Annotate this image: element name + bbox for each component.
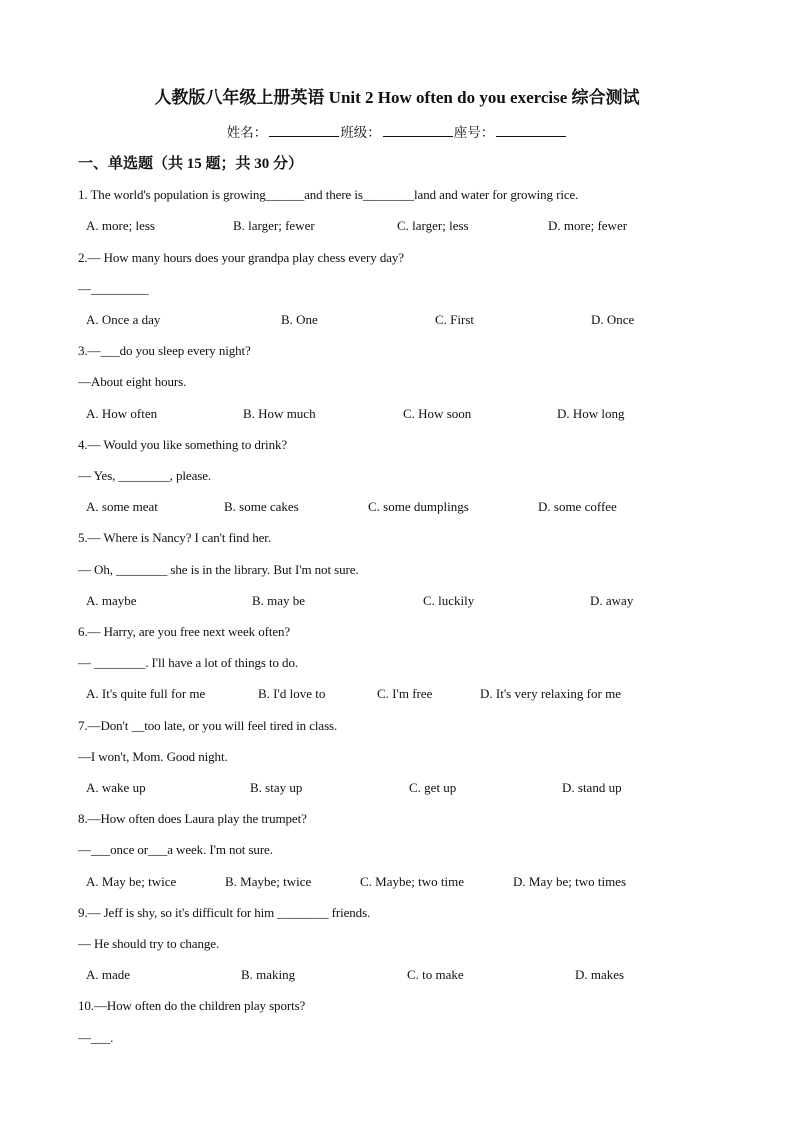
page-title: 人教版八年级上册英语 Unit 2 How often do you exercise 综合测试	[154, 88, 640, 107]
question-10-answer-line: —___.	[78, 1030, 114, 1045]
option-d[interactable]: D. away	[590, 593, 634, 608]
option-a[interactable]: A. maybe	[86, 593, 137, 608]
option-a[interactable]: A. made	[86, 967, 131, 982]
question-2-answer-line: —_________	[78, 281, 149, 296]
question-6-answer-line: — ________. I'll have a lot of things to do.	[78, 655, 299, 670]
option-a[interactable]: A. wake up	[86, 780, 146, 795]
option-d[interactable]: D. more; fewer	[548, 218, 628, 233]
question-6-options	[86, 685, 666, 703]
option-c[interactable]: C. larger; less	[397, 218, 469, 233]
option-d[interactable]: D. How long	[557, 406, 625, 421]
option-b[interactable]: B. making	[241, 967, 296, 982]
student-info-row	[0, 123, 794, 143]
option-d[interactable]: D. It's very relaxing for me	[480, 686, 621, 701]
option-a[interactable]: A. Once a day	[86, 312, 161, 327]
option-c[interactable]: C. First	[435, 312, 475, 327]
option-c[interactable]: C. get up	[409, 780, 457, 795]
question-3-answer-line: —About eight hours.	[78, 374, 187, 389]
option-d[interactable]: D. Once	[591, 312, 635, 327]
question-8-options	[86, 873, 666, 891]
seat-label: 座号：	[453, 125, 495, 140]
question-10-text: 10.—How often do the children play sports?	[78, 998, 306, 1013]
question-8-text: 8.—How often does Laura play the trumpet?	[78, 811, 307, 826]
option-c[interactable]: C. I'm free	[377, 686, 433, 701]
option-a[interactable]: A. some meat	[86, 499, 158, 514]
question-5-options	[86, 592, 666, 610]
option-a[interactable]: A. How often	[86, 406, 158, 421]
question-5-text: 5.— Where is Nancy? I can't find her.	[78, 530, 271, 545]
option-d[interactable]: D. May be; two times	[513, 874, 627, 889]
question-7-options	[86, 779, 666, 797]
option-b[interactable]: B. stay up	[250, 780, 303, 795]
question-8-answer-line: —___once or___a week. I'm not sure.	[78, 842, 273, 857]
name-label: 姓名：	[226, 125, 268, 140]
section-heading: 一、单选题（共 15 题；共 30 分）	[78, 156, 304, 172]
question-7-answer-line: —I won't, Mom. Good night.	[78, 749, 228, 764]
option-b[interactable]: B. Maybe; twice	[225, 874, 312, 889]
question-6-text: 6.— Harry, are you free next week often?	[78, 624, 291, 639]
question-2-options	[86, 311, 666, 329]
question-7-text: 7.—Don't __too late, or you will feel tired in class.	[78, 718, 338, 733]
question-2-text: 2.— How many hours does your grandpa play chess every day?	[78, 250, 404, 265]
question-9-options	[86, 966, 666, 984]
option-a[interactable]: A. more; less	[86, 218, 155, 233]
option-c[interactable]: C. Maybe; two time	[360, 874, 464, 889]
option-a[interactable]: A. It's quite full for me	[86, 686, 206, 701]
option-b[interactable]: B. How much	[243, 406, 316, 421]
option-b[interactable]: B. some cakes	[224, 499, 299, 514]
option-d[interactable]: D. some coffee	[538, 499, 617, 514]
question-1-text: 1. The world's population is growing______and there is________land and water for growing rice.	[78, 187, 579, 202]
option-b[interactable]: B. One	[281, 312, 318, 327]
option-b[interactable]: B. larger; fewer	[233, 218, 315, 233]
option-d[interactable]: D. stand up	[562, 780, 622, 795]
name-blank[interactable]	[269, 123, 339, 137]
question-3-options	[86, 405, 666, 423]
question-4-options	[86, 498, 666, 516]
class-blank[interactable]	[383, 123, 453, 137]
class-label: 班级：	[340, 125, 381, 140]
option-b[interactable]: B. may be	[252, 593, 306, 608]
option-a[interactable]: A. May be; twice	[86, 874, 177, 889]
question-4-answer-line: — Yes, ________, please.	[78, 468, 212, 483]
seat-blank[interactable]	[496, 123, 566, 137]
option-b[interactable]: B. I'd love to	[258, 686, 326, 701]
option-c[interactable]: C. some dumplings	[368, 499, 469, 514]
question-3-text: 3.—___do you sleep every night?	[78, 343, 251, 358]
question-9-text: 9.— Jeff is shy, so it's difficult for him ________ friends.	[78, 905, 371, 920]
option-d[interactable]: D. makes	[575, 967, 625, 982]
question-9-answer-line: — He should try to change.	[78, 936, 220, 951]
question-1-options	[86, 217, 666, 235]
option-c[interactable]: C. How soon	[403, 406, 472, 421]
option-c[interactable]: C. luckily	[423, 593, 475, 608]
question-4-text: 4.— Would you like something to drink?	[78, 437, 288, 452]
option-c[interactable]: C. to make	[407, 967, 464, 982]
question-5-answer-line: — Oh, ________ she is in the library. But I'm not sure.	[78, 562, 359, 577]
